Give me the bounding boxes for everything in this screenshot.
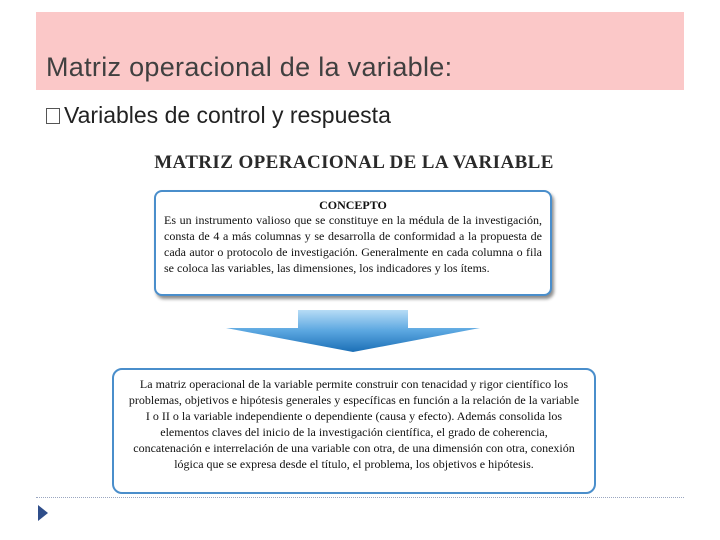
- concept-body: Es un instrumento valioso que se constituye en la médula de la investigación, consta de 4 a más columnas y se desarrolla de conformidad a la propuesta de cada autor o protocolo de investigación. Generalmente en cada columna o fila se coloca las variables, las dimensiones, los indicadores y los ítems.: [164, 213, 542, 275]
- title-band: [36, 12, 684, 90]
- concept-box: [154, 190, 552, 296]
- matrix-figure: [108, 148, 600, 496]
- bullet-text: Variables de control y respuesta: [64, 101, 391, 128]
- description-text: La matriz operacional de la variable permite construir con tenacidad y rigor científico los problemas, objetivos e hipótesis generales y específicas en función a la relación de la variable I o II o la variable independiente o dependiente (causa y efecto). Además consolida los elementos claves del inicio de la investigación científica, el grado de coherencia, concatenación e interrelación de una variable con otra, de una dimensión con otra, conexión lógica que se expresa desde el título, el problema, los objetivos e hipótesis.: [128, 377, 580, 471]
- bullet-item: [46, 100, 391, 130]
- triangle-arrow-icon: [38, 505, 48, 521]
- concept-heading: CONCEPTO: [319, 198, 387, 212]
- footer-divider: [36, 497, 684, 498]
- checkbox-bullet-icon: [46, 108, 60, 124]
- figure-heading: MATRIZ OPERACIONAL DE LA VARIABLE: [154, 152, 554, 173]
- description-box: [112, 368, 596, 494]
- slide-title: Matriz operacional de la variable:: [46, 52, 453, 82]
- down-arrow-icon: [226, 310, 480, 352]
